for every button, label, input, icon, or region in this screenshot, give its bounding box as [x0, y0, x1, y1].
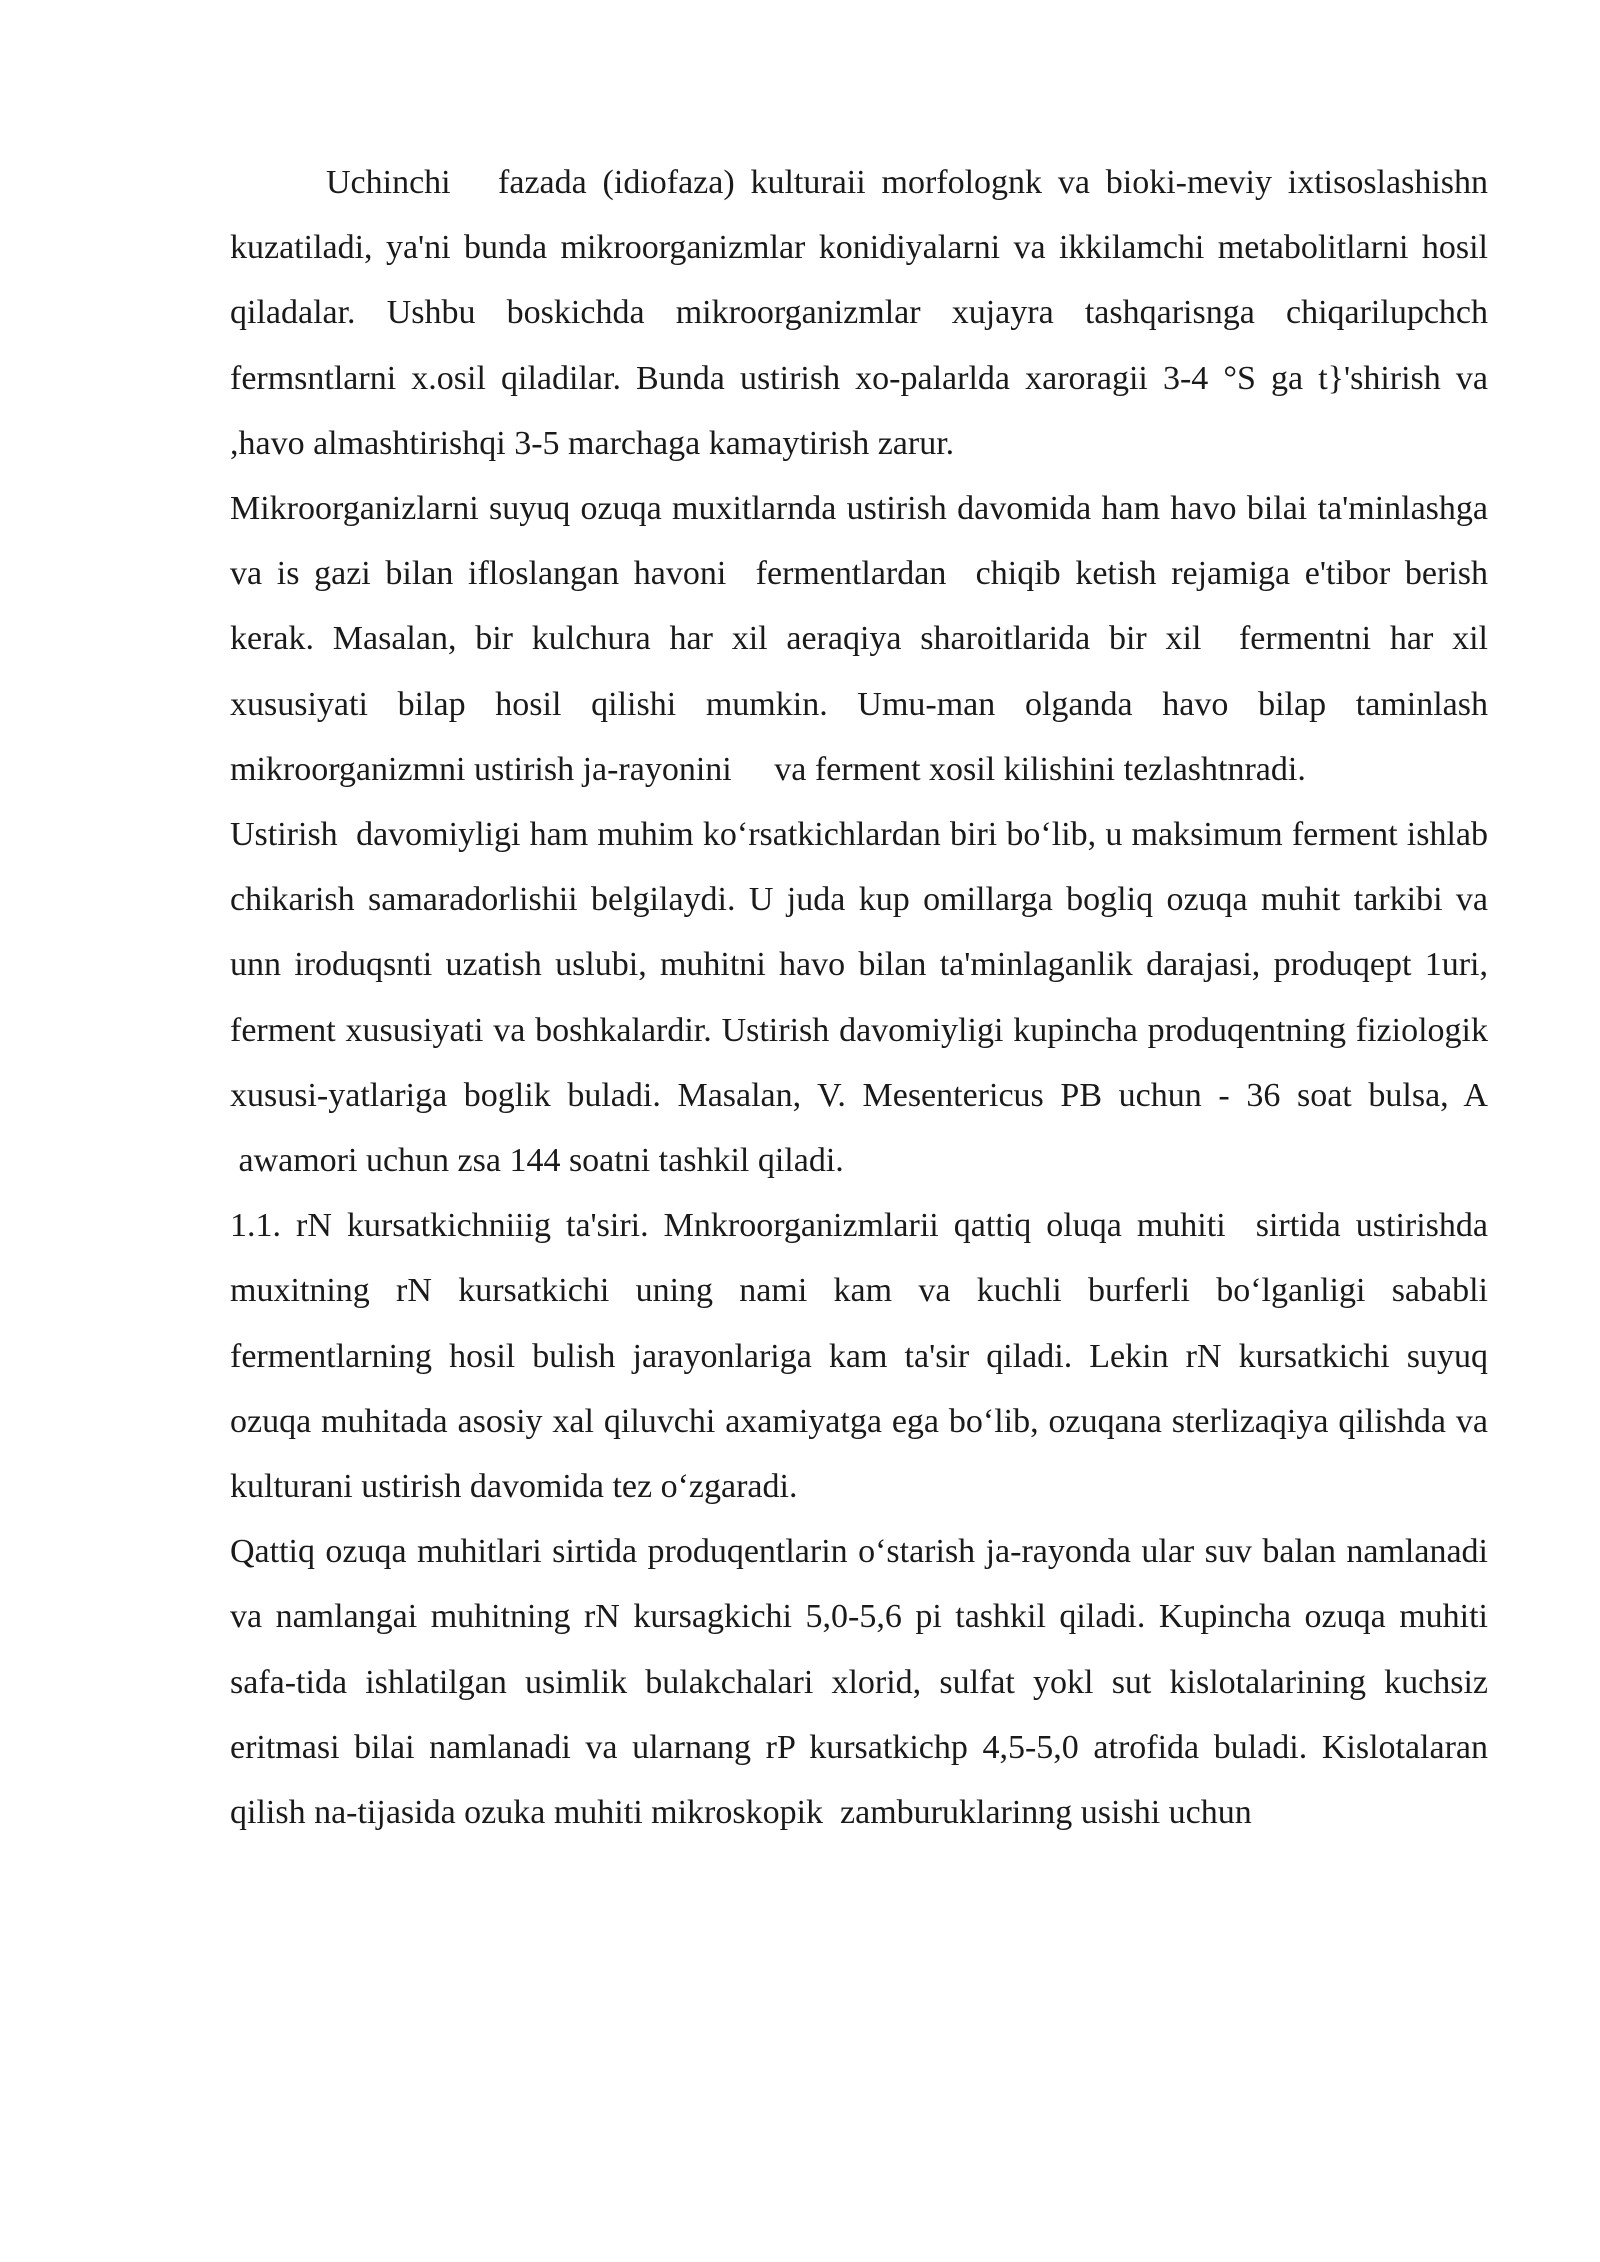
- paragraph-idiophase: Uchinchi fazada (idiofaza) kulturaii morfolognk va bioki-meviy ixtisoslashishn kuzatiladi, ya'ni bunda mikroorganizmlar konidiyalarni va ikkilamchi metabolitlarni hosil qiladalar. Ushbu boskichda mikroorganizmlar xujayra tashqarisnga chiqarilupchch fermsntlarni x.osil qiladilar. Bunda ustirish xo-palarlda xaroragii 3-4 °S ga t}'shirish va ,havo almashtirishqi 3-5 marchaga kamaytirish zarur.: [230, 164, 1488, 462]
- paragraph-liquid-media-aeration: Mikroorganizlarni suyuq ozuqa muxitlarnda ustirish davomida ham havo bilai ta'minlashga va is gazi bilan ifloslangan havoni fermentlardan chiqib ketish rejamiga e'tibor berish kerak. Masalan, bir kulchura har xil aeraqiya sharoitlarida bir xil fermentni har xil xususiyati bilap hosil qilishi mumkin. Umu-man olganda havo bilap taminlash mikroorganizmni ustirish ja-rayonini va ferment xosil kilishini tezlashtnradi.: [230, 490, 1488, 788]
- paragraph-solid-media-ph: Qattiq ozuqa muhitlari sirtida produqentlarin o‘starish ja-rayonda ular suv balan namlanadi va namlangai muhitning rN kursagkichi 5,0-5,6 pi tashkil qiladi. Kupincha ozuqa muhiti safa-tida ishlatilgan usimlik bulakchalari xlorid, sulfat yokl sut kislotalarining kuchsiz eritmasi bilai namlanadi va ularnang rP kursatkichp 4,5-5,0 atrofida buladi. Kislotalaran qilish na-tijasida ozuka muhiti mikroskopik zamburuklarinng usishi uchun: [230, 1533, 1488, 1832]
- paragraph-ph-influence: 1.1. rN kursatkichniiig ta'siri. Mnkroorganizmlarii qattiq oluqa muhiti sirtida ustirishda muxitning rN kursatkichi uning nami kam va kuchli burferli bo‘lganligi sababli fermentlarning hosil bulish jarayonlariga kam ta'sir qiladi. Lekin rN kursatkichi suyuq ozuqa muhitada asosiy xal qiluvchi axamiyatga ega bo‘lib, ozuqana sterlizaqiya qilishda va kulturani ustirish davomida tez o‘zgaradi.: [230, 1207, 1488, 1506]
- document-body: [230, 150, 1488, 1845]
- paragraph-cultivation-duration: Ustirish davomiyligi ham muhim ko‘rsatkichlardan biri bo‘lib, u maksimum ferment ishlab chikarish samaradorlishii belgilaydi. U juda kup omillarga bogliq ozuqa muhit tarkibi va unn iroduqsnti uzatish uslubi, muhitni havo bilan ta'minlaganlik darajasi, produqept 1uri, ferment xususiyati va boshkalardir. Ustirish davomiyligi kupincha produqentning fiziologik xususi-yatlariga boglik buladi. Masalan, V. Mesentericus PB uchun - 36 soat bulsa, A awamori uchun zsa 144 soatni tashkil qiladi.: [230, 816, 1488, 1180]
